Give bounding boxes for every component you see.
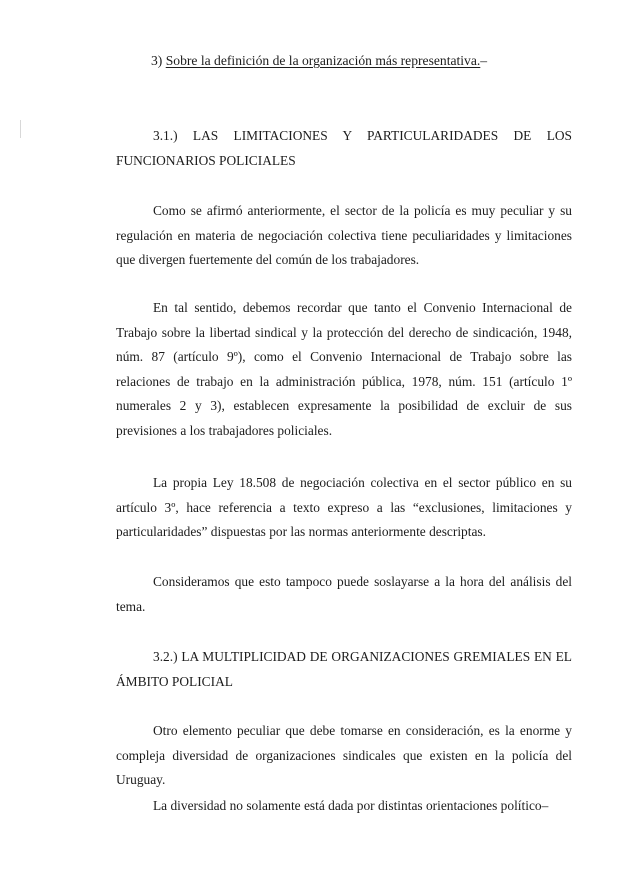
scan-artifact-mark (20, 120, 21, 138)
subsection-1-title: 3.1.) LAS LIMITACIONES Y PARTICULARIDADES DE LOS FUNCIONARIOS POLICIALES (116, 128, 572, 168)
paragraph-1: Como se afirmó anteriormente, el sector de la policía es muy peculiar y su regulación en materia de negociación colectiva tiene peculiaridades y limitaciones que divergen fuertemente del común de los trabajadores. (116, 203, 572, 268)
section-heading (151, 50, 487, 72)
section-number: 3) (151, 53, 163, 68)
paragraph-2: En tal sentido, debemos recordar que tanto el Convenio Internacional de Trabajo sobre la libertad sindical y la protección del derecho de sindicación, 1948, núm. 87 (artículo 9º), como el Convenio Internacional de Trabajo sobre las relaciones de trabajo en la administración pública, 1978, núm. 151 (artículo 1º numerales 2 y 3), establecen expresamente la posibilidad de excluir de sus previsiones a los trabajadores policiales. (116, 300, 572, 438)
section-title: Sobre la definición de la organización más representativa. (165, 53, 481, 68)
section-title-trail: – (480, 53, 488, 68)
paragraph-3: La propia Ley 18.508 de negociación colectiva en el sector público en su artículo 3º, hace referencia a texto expreso a las “exclusiones, limitaciones y particularidades” dispuestas por las normas anteriormente descriptas. (116, 475, 572, 540)
paragraph-4: Consideramos que esto tampoco puede soslayarse a la hora del análisis del tema. (116, 574, 572, 614)
paragraph-6: La diversidad no solamente está dada por distintas orientaciones político– (153, 798, 549, 813)
paragraph-5: Otro elemento peculiar que debe tomarse en consideración, es la enorme y compleja diversidad de organizaciones sindicales que existen en la policía del Uruguay. (116, 723, 572, 788)
subsection-2-title: 3.2.) LA MULTIPLICIDAD DE ORGANIZACIONES GREMIALES EN EL ÁMBITO POLICIAL (116, 649, 572, 689)
